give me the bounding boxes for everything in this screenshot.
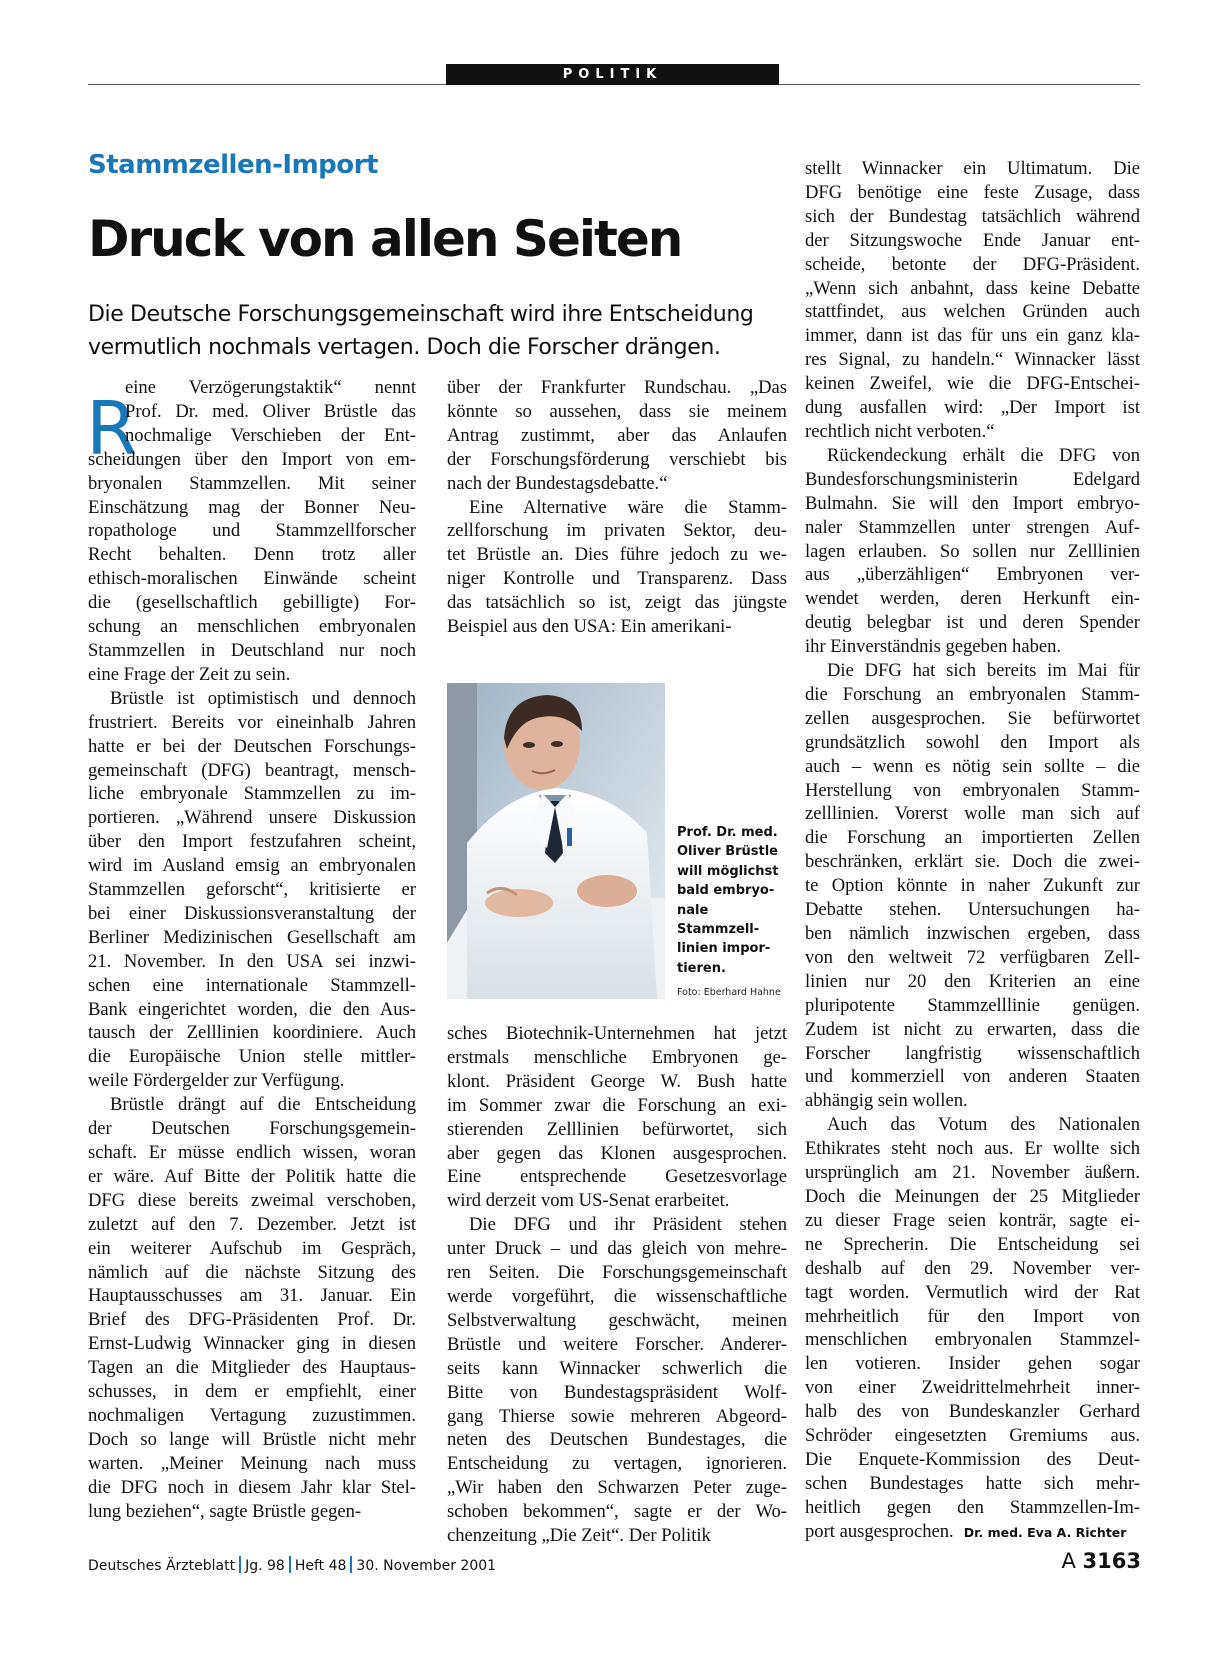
text-line: heitlich gegen den Stammzellen-Im- (805, 1496, 1140, 1518)
text-line: erstmals menschliche Embryonen ge- (447, 1046, 787, 1068)
text-line: Herstellung von embryonalen Stamm- (805, 779, 1140, 801)
text-line: Tagen an die Mitglieder des Hauptaus- (88, 1357, 416, 1379)
text-line: schen Bundestages hatte sich mehr- (805, 1472, 1140, 1494)
text-line: beschränken, erklärt sie. Doch die zwei- (805, 851, 1140, 873)
text-line: Entscheidung zu vertagen, ignorieren. (447, 1453, 787, 1475)
text-line: die Forschung an importierten Zellen (805, 827, 1140, 849)
drop-cap: R (86, 386, 138, 472)
text-line: die Europäische Union stelle mittler- (88, 1046, 416, 1068)
text-line: lagen erlauben. So sollen nur Zelllinien (805, 540, 1140, 562)
caption-line: tieren. (677, 960, 726, 976)
caption-line: Stammzell- (677, 922, 760, 938)
text-line: die DFG noch in diesem Jahr klar Stel- (88, 1476, 416, 1498)
text-line: „Wir haben den Schwarzen Peter zuge- (447, 1477, 787, 1499)
text-line: Schröder eingesetzten Gremiums aus. (805, 1425, 1140, 1447)
journal-issue: Heft 48 (294, 1558, 347, 1574)
text-line: nochmaligen Vertagung zuzustimmen. (88, 1404, 416, 1426)
text-line: von einer Zweidrittelmehrheit inner- (805, 1377, 1140, 1399)
text-line: zuletzt auf den 7. Dezember. Jetzt ist (88, 1213, 416, 1235)
text-line: Ernst-Ludwig Winnacker ging in diesen (88, 1333, 416, 1355)
text-line: Die DFG hat sich bereits im Mai für (827, 660, 1140, 682)
text-line: seits kann Winnacker schwerlich die (447, 1357, 787, 1379)
text-line: aus „überzähligen“ Embryonen ver- (805, 564, 1140, 586)
text-line: warten. „Meiner Meinung nach muss (88, 1452, 416, 1474)
text-line: Eine Alternative wäre die Stamm- (469, 496, 787, 518)
text-line: von den weltweit 72 verfügbaren Zell- (805, 946, 1140, 968)
text-line: deshalb auf den 29. November ver- (805, 1257, 1140, 1279)
text-line: frustriert. Bereits vor eineinhalb Jahren (88, 711, 416, 733)
text-line: Berliner Medizinischen Gesellschaft am (88, 926, 416, 948)
footer-separator (350, 1556, 352, 1573)
text-line: abhängig sein wollen. (805, 1090, 968, 1112)
text-line: hatte er bei der Deutschen Forschungs- (88, 735, 416, 757)
lead-line: Die Deutsche Forschungsgemeinschaft wird ihre Entscheidung (88, 302, 754, 327)
page-number (1061, 1549, 1141, 1573)
text-line: sches Biotechnik-Unternehmen hat jetzt (447, 1023, 787, 1044)
article-headline: Druck von allen Seiten (88, 210, 682, 268)
text-line: Selbstverwaltung geschwächt, meinen (447, 1309, 787, 1331)
text-line: pluripotente Stammzelllinie genügen. (805, 994, 1140, 1016)
article-lead (88, 298, 788, 364)
text-line: Auch das Votum des Nationalen (827, 1114, 1140, 1136)
text-line: der Deutschen Forschungsgemein- (88, 1118, 416, 1140)
caption-line: Oliver Brüstle (677, 844, 778, 860)
text-line: wendet werden, deren Herkunft ein- (805, 588, 1140, 610)
text-line: die Forschung an embryonalen Stamm- (805, 683, 1140, 705)
text-line: über den Import festzufahren scheint, (88, 831, 416, 853)
text-line: portieren. „Während unsere Diskussion (88, 807, 416, 829)
journal-name: Deutsches Ärzteblatt (88, 1558, 236, 1574)
section-label: POLITIK (446, 64, 779, 85)
text-line: Brief des DFG-Präsidenten Prof. Dr. (88, 1309, 416, 1331)
text-line: zelllinien. Vorerst wolle man sich auf (805, 803, 1140, 825)
text-line: gemeinschaft (DFG) beantragt, mensch- (88, 759, 416, 781)
text-line: bei einer Diskussionsveranstaltung der (88, 902, 416, 924)
caption-line: nale (677, 902, 709, 918)
text-line: wird derzeit vom US-Senat erarbeitet. (447, 1190, 730, 1212)
text-column-3 (805, 157, 1140, 1545)
text-line: Brüstle drängt auf die Entscheidung (110, 1094, 416, 1116)
text-line: schung an menschlichen embryonalen (88, 616, 416, 638)
text-column-2-top (447, 376, 787, 639)
page-footer (88, 1556, 496, 1574)
text-line: Beispiel aus den USA: Ein amerikani- (447, 616, 732, 638)
text-line: Bulmahn. Sie will den Import embryo- (805, 492, 1140, 514)
text-line: stattfindet, aus welchen Gründen auch (805, 301, 1140, 323)
text-column-1 (88, 376, 416, 1524)
text-line: Bank eingerichtet worden, die den Aus- (88, 998, 416, 1020)
text-line: unter Druck – und das gleich von mehre- (447, 1238, 787, 1260)
text-line: ein weiterer Aufschub im Gespräch, (88, 1237, 416, 1259)
text-line (805, 1520, 1140, 1545)
text-line: eine Verzögerungstaktik“ nennt (125, 377, 416, 398)
text-line: halb des von Bundeskanzler Gerhard (805, 1401, 1140, 1423)
text-line: Brüstle und weitere Forscher. Anderer- (447, 1333, 787, 1355)
text-line: schusses, in dem er empfiehlt, einer (88, 1381, 416, 1403)
text-line: bryonalen Stammzellen. Mit seiner (88, 472, 416, 494)
text-line: immer, dann ist das für uns ein ganz kla- (805, 325, 1140, 347)
text-line: „Wenn sich anbahnt, dass keine Debatte (805, 277, 1140, 299)
text-line: Hauptausschusses am 31. Januar. Ein (88, 1285, 416, 1307)
text-line: aber gegen das Klonen ausgesprochen. (447, 1142, 787, 1164)
text-line: ihr Einverständnis gegeben haben. (805, 636, 1062, 658)
page-prefix: A (1061, 1549, 1076, 1573)
text-line: menschlichen embryonalen Stammzel- (805, 1329, 1140, 1351)
text-line: der Sitzungswoche Ende Januar ent- (805, 229, 1140, 251)
text-line: Die DFG und ihr Präsident stehen (469, 1214, 787, 1236)
text-line: und kommerziell von anderen Staaten (805, 1066, 1140, 1088)
text-line: werde vorgeführt, die wissenschaftliche (447, 1285, 787, 1307)
text-line: Eine entsprechende Gesetzesvorlage (447, 1166, 787, 1188)
text-line: ne Sprecherin. Die Entscheidung sei (805, 1233, 1140, 1255)
text-line: Zudem ist nicht zu erwarten, dass die (805, 1018, 1140, 1040)
text-line: DFG benötige eine feste Zusage, dass (805, 181, 1140, 203)
text-line: Bundesforschungsministerin Edelgard (805, 468, 1140, 490)
text-line: mehrheitlich für den Import von (805, 1305, 1140, 1327)
text-line: Forscher langfristig wissenschaftlich (805, 1042, 1140, 1064)
text-column-2-bottom (447, 1022, 787, 1548)
text-line: nämlich auf die nächste Sitzung des (88, 1261, 416, 1283)
text-line: weile Fördergelder zur Verfügung. (88, 1070, 345, 1092)
footer-separator (239, 1556, 241, 1573)
text-line: scheide, betonte der DFG-Präsident. (805, 253, 1140, 275)
photo-caption (677, 823, 787, 978)
caption-line: Prof. Dr. med. (677, 825, 778, 840)
text-line: stellt Winnacker ein Ultimatum. Die (805, 158, 1140, 179)
text-line: Debatte stehen. Untersuchungen ha- (805, 899, 1140, 921)
text-line: tet Brüstle an. Dies führe jedoch zu we- (447, 544, 787, 566)
text-line: Ethikrates steht noch aus. Er wollte sich (805, 1138, 1140, 1160)
text-line: naler Stammzellen unter strengen Auf- (805, 516, 1140, 538)
text-line: über der Frankfurter Rundschau. „Das (447, 377, 787, 398)
text-line: Brüstle ist optimistisch und dennoch (110, 687, 416, 709)
text-line: zellen ausgesprochen. Sie befürwortet (805, 707, 1140, 729)
text-line: niger Kontrolle und Transparenz. Dass (447, 568, 787, 590)
text-line: keinen Zweifel, wie die DFG-Entschei- (805, 373, 1140, 395)
text-line: Rückendeckung erhält die DFG von (827, 444, 1140, 466)
text-line: Recht behalten. Denn trotz aller (88, 544, 416, 566)
text-line: klont. Präsident George W. Bush hatte (447, 1070, 787, 1092)
text-line: ursprünglich am 21. November äußern. (805, 1162, 1140, 1184)
text-line: Stammzellen in Deutschland nur noch (88, 639, 416, 661)
text-line: er wäre. Auf Bitte der Politik hatte die (88, 1165, 416, 1187)
text-line: te Option könnte in naher Zukunft zur (805, 875, 1140, 897)
text-line: zellforschung im privaten Sektor, deu- (447, 520, 787, 542)
text-line: liche embryonale Stammzellen zu im- (88, 783, 416, 805)
text-line: nach der Bundestagsdebatte.“ (447, 472, 668, 494)
text-line: Antrag zustimmt, aber das Anlaufen (447, 424, 787, 446)
text-line: lung beziehen“, sagte Brüstle gegen- (88, 1500, 362, 1522)
text-line: chenzeitung „Die Zeit“. Der Politik (447, 1525, 711, 1547)
text-line: Stammzellen geforscht“, kritisierte er (88, 879, 416, 901)
text-line: grundsätzlich sowohl den Import als (805, 731, 1140, 753)
text-line: neten des Deutschen Bundestages, die (447, 1429, 787, 1451)
journal-volume: Jg. 98 (245, 1558, 285, 1574)
text-line: schoben bekommen“, sagte er der Wo- (447, 1501, 787, 1523)
text-line: wird im Ausland emsig an embryonalen (88, 855, 416, 877)
text-line: Einschätzung mag der Bonner Neu- (88, 496, 416, 518)
text-line: ethisch-moralischen Einwände scheint (88, 568, 416, 590)
text-line: nochmalige Verschieben der Ent- (125, 424, 416, 446)
text-line: DFG diese bereits zweimal verschoben, (88, 1189, 416, 1211)
text-line: len votieren. Insider gehen sogar (805, 1353, 1140, 1375)
page-value: 3163 (1082, 1549, 1141, 1573)
text-line: dung ausfallen wird: „Der Import ist (805, 397, 1140, 419)
text-line: könnte so aussehen, dass sie meinem (447, 400, 787, 422)
text-line: sich der Bundestag tatsächlich während (805, 205, 1140, 227)
text-line: ren Seiten. Die Forschungsgemeinschaft (447, 1262, 787, 1284)
text-line: schaft. Er müsse endlich wissen, woran (88, 1142, 416, 1163)
text-line: ropathologe und Stammzellforscher (88, 520, 416, 542)
text-line: linien nur 20 den Kriterien an eine (805, 970, 1140, 992)
caption-line: linien impor- (677, 941, 771, 957)
journal-date: 30. November 2001 (356, 1558, 497, 1574)
text-line: eine Frage der Zeit zu sein. (88, 663, 291, 685)
author-signature: Dr. med. Eva A. Richter (963, 1524, 1127, 1540)
caption-line: bald embryo- (677, 883, 775, 899)
text-line: Doch so lange will Brüstle nicht mehr (88, 1428, 416, 1450)
text-line: das tatsächlich so ist, zeigt das jüngste (447, 592, 787, 614)
text-line: der Forschungsförderung verschiebt bis (447, 448, 787, 470)
text-line: deutig belegbar ist und deren Spender (805, 612, 1140, 634)
text-line-tail: port ausgesprochen. (805, 1520, 954, 1542)
text-line: zu dieser Frage seien konträr, sagte ei- (805, 1209, 1140, 1231)
lead-line: vermutlich nochmals vertagen. Doch die Forscher drängen. (88, 335, 721, 360)
article-kicker: Stammzellen-Import (88, 150, 378, 180)
footer-separator (289, 1556, 291, 1573)
text-line: schen eine internationale Stammzell- (88, 974, 416, 996)
caption-line: will möglichst (677, 863, 779, 879)
portrait-photo (447, 683, 665, 999)
text-line: im Sommer zwar die Forschung an exi- (447, 1094, 787, 1116)
text-line: Die Enquete-Kommission des Deut- (805, 1448, 1140, 1470)
text-line: tausch der Zelllinien koordiniere. Auch (88, 1022, 416, 1044)
text-line: Doch die Meinungen der 25 Mitglieder (805, 1185, 1140, 1207)
text-line: scheidungen über den Import von em- (88, 448, 416, 470)
photo-credit: Foto: Eberhard Hahne (677, 987, 781, 998)
text-line: Prof. Dr. med. Oliver Brüstle das (125, 400, 416, 422)
text-line: auch – wenn es nötig sein sollte – die (805, 755, 1140, 777)
text-line: tagt worden. Vermutlich wird der Rat (805, 1281, 1140, 1303)
text-line: gang Thierse sowie mehreren Abgeord- (447, 1405, 787, 1427)
text-line: rechtlich nicht verboten.“ (805, 420, 995, 442)
text-line: res Signal, zu handeln.“ Winnacker lässt (805, 349, 1140, 371)
text-line: ben nämlich inzwischen ergeben, dass (805, 923, 1140, 944)
text-line: die (gesellschaftlich gebilligte) For- (88, 592, 416, 614)
text-line: Bitte von Bundestagspräsident Wolf- (447, 1381, 787, 1403)
text-line: stierenden Zelllinien befürwortet, sich (447, 1118, 787, 1140)
text-line: 21. November. In den USA sei inzwi- (88, 950, 416, 972)
